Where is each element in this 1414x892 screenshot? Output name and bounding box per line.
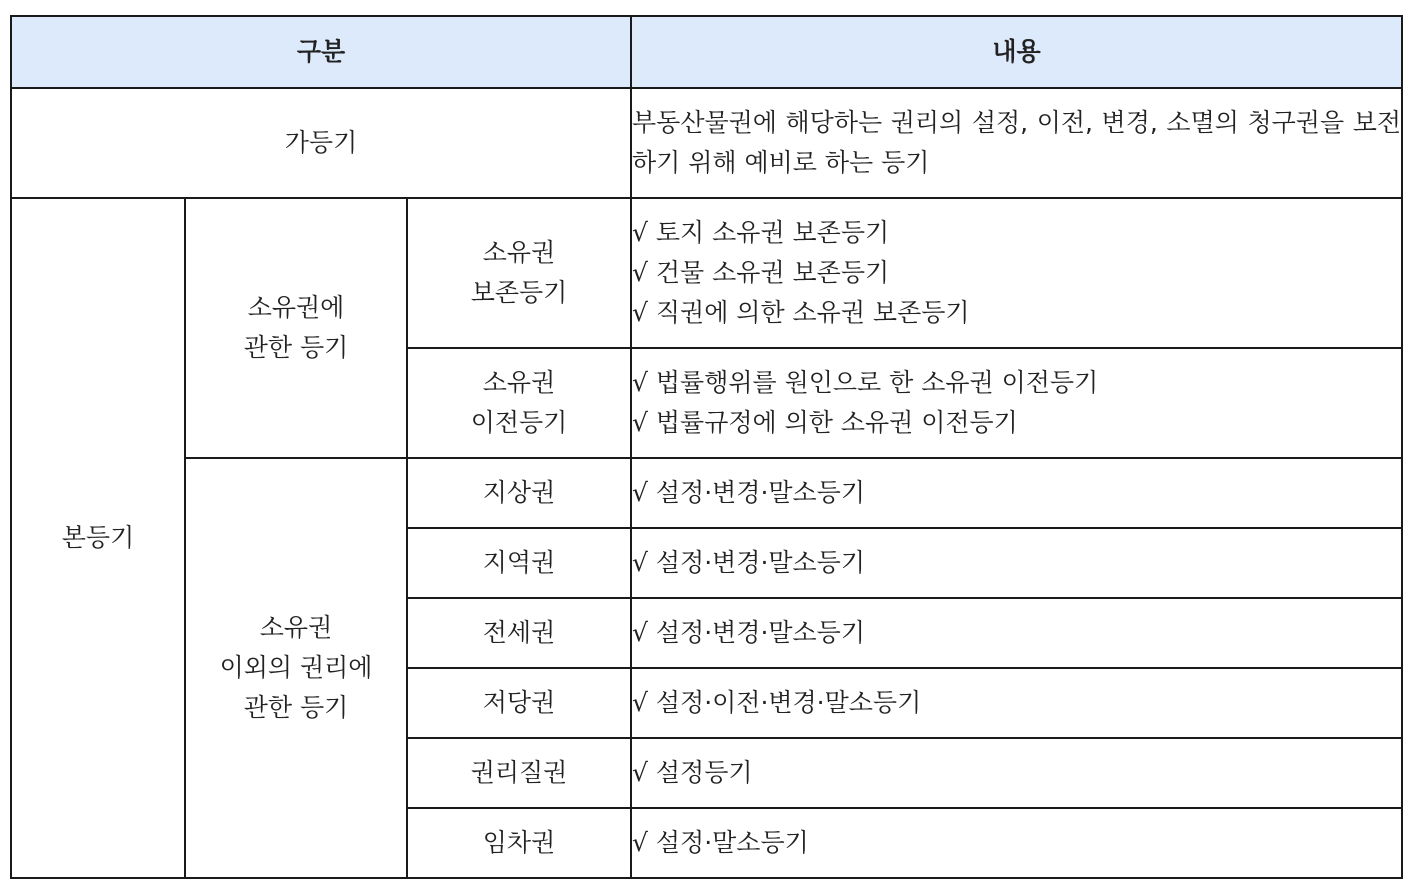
content-item: √ 법률규정에 의한 소유권 이전등기 [632,408,1018,437]
table-row [11,88,1402,198]
content-item: √ 토지 소유권 보존등기 [632,218,890,247]
registration-type: 임차권 [407,808,631,878]
registration-type: 저당권 [407,668,631,738]
registration-content: √ 설정·이전·변경·말소등기 [631,668,1402,738]
table-row [11,458,1402,528]
registration-content: √ 설정등기 [631,738,1402,808]
other-rights-label-line: 관한 등기 [243,693,349,722]
content-item: √ 직권에 의한 소유권 보존등기 [632,298,970,327]
registration-content: √ 설정·말소등기 [631,808,1402,878]
provisional-registration-label: 가등기 [11,88,631,198]
main-registration-label: 본등기 [11,198,185,878]
other-rights-label-line: 이외의 권리에 [219,653,373,682]
header-row [11,16,1402,88]
registration-content: √ 설정·변경·말소등기 [631,598,1402,668]
ownership-label-line: 소유권에 [247,293,345,322]
registration-type-line: 소유권 [482,368,556,397]
header-content: 내용 [631,16,1402,88]
registration-type-line: 소유권 [482,238,556,267]
other-rights-label-line: 소유권 [259,613,333,642]
registration-type: 권리질권 [407,738,631,808]
registration-type-line: 보존등기 [470,278,568,307]
provisional-registration-description [631,88,1402,198]
registration-table [10,15,1403,879]
registration-content: √ 설정·변경·말소등기 [631,458,1402,528]
content-item: √ 건물 소유권 보존등기 [632,258,890,287]
table-row [11,198,1402,348]
header-category: 구분 [11,16,631,88]
registration-type: 전세권 [407,598,631,668]
registration-content: √ 설정·변경·말소등기 [631,528,1402,598]
registration-content [631,348,1402,458]
provisional-description-text: 부동산물권에 해당하는 권리의 설정, 이전, 변경, 소멸의 청구권을 보전하기 위해 예비로 하는 등기 [632,108,1402,177]
registration-type: 지역권 [407,528,631,598]
registration-type [407,198,631,348]
registration-type-line: 이전등기 [470,408,568,437]
ownership-label-line: 관한 등기 [243,333,349,362]
registration-type: 지상권 [407,458,631,528]
registration-content [631,198,1402,348]
content-item: √ 법률행위를 원인으로 한 소유권 이전등기 [632,368,1099,397]
other-rights-group-label [185,458,407,878]
registration-type [407,348,631,458]
ownership-group-label [185,198,407,458]
